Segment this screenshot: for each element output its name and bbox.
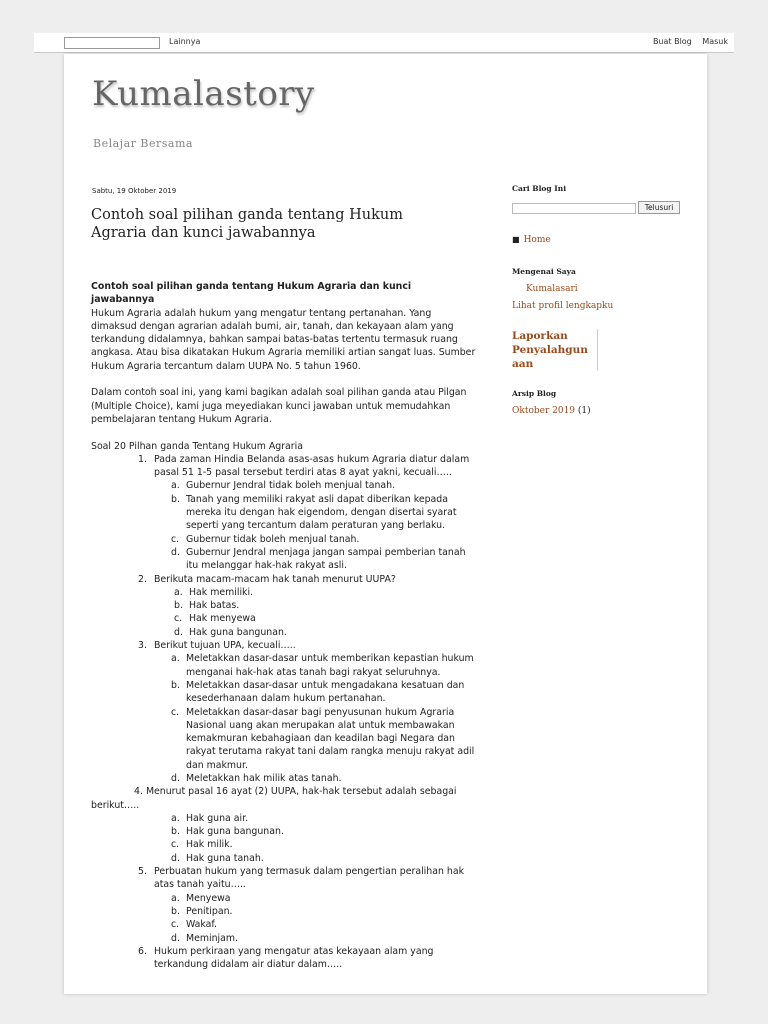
option-item [171, 679, 476, 706]
option-item [174, 626, 476, 639]
option-letter: d. [171, 772, 180, 784]
question-number: 4. [134, 786, 143, 798]
question-number: 5. [138, 866, 147, 878]
archive-month-item [512, 406, 692, 416]
author-name-link[interactable]: Kumalasari [526, 284, 578, 294]
question-item [91, 573, 476, 639]
archive-widget [512, 389, 692, 416]
option-letter: a. [174, 586, 183, 598]
option-item [171, 905, 476, 918]
option-letter: d. [171, 546, 180, 558]
option-text: Hak guna bangunan. [189, 626, 287, 638]
option-item [171, 812, 476, 825]
option-item [171, 533, 476, 546]
option-item [171, 706, 476, 772]
search-button[interactable]: Telusuri [638, 201, 680, 214]
question-list-heading: Soal 20 Pilhan ganda Tentang Hukum Agraria [91, 440, 303, 452]
about-widget [512, 267, 692, 311]
report-abuse-link[interactable]: Laporkan Penyalahgun aan [512, 329, 598, 371]
option-item [171, 546, 476, 573]
option-letter: a. [171, 480, 180, 492]
post-date: Sabtu, 19 Oktober 2019 [92, 187, 177, 195]
option-text: Gubernur Jendral tidak boleh menjual tanah. [186, 480, 396, 492]
option-text: Hak guna air. [186, 812, 249, 824]
option-text: Meletakkan dasar-dasar untuk memberikan kepastian hukum menganai hak-hak atas tanah bagi rakyat seluruhnya. [186, 653, 474, 678]
option-item [171, 652, 476, 679]
option-letter: c. [174, 613, 183, 625]
post-paragraph-2: Dalam contoh soal ini, yang kami bagikan adalah soal pilihan ganda atau Pilgan (Multiple Choice), kami juga meyediakan kunci jawaban untuk memudahkan pembelajaran tentang Hukum Agraria. [91, 387, 467, 425]
option-text: Penitipan. [186, 905, 233, 917]
option-letter: b. [174, 600, 183, 612]
navbar-right-links [645, 37, 728, 46]
sign-in-link[interactable]: Masuk [702, 37, 728, 46]
top-navbar [34, 33, 734, 53]
archive-widget-title: Arsip Blog [512, 389, 557, 398]
question-item [91, 639, 476, 785]
option-item [171, 852, 476, 865]
bullet-icon: ■ [512, 235, 520, 244]
option-letter: c. [171, 706, 180, 718]
blog-page [64, 54, 707, 994]
option-text: Tanah yang memiliki rakyat asli dapat diberikan kepada mereka itu dengan hak eigendom, dengan disertai syarat seperti yang tercantum dalam peraturan yang berlaku. [186, 493, 457, 532]
archive-count: (1) [577, 406, 591, 416]
option-text: Menyewa [186, 892, 231, 904]
option-list [171, 812, 476, 865]
question-number: 2. [138, 573, 147, 585]
option-letter: c. [171, 839, 180, 851]
option-text: Hak guna bangunan. [186, 826, 284, 838]
option-list [174, 586, 476, 639]
option-text: Hak milik. [186, 839, 233, 851]
blog-description: Belajar Bersama [93, 137, 193, 150]
option-item [174, 586, 476, 599]
sidebar [512, 184, 692, 416]
question-number: 3. [138, 640, 147, 652]
question-text: Perbuatan hukum yang termasuk dalam pengertian peralihan hak atas tanah yaitu….. [154, 866, 465, 891]
option-item [171, 493, 476, 533]
question-item [91, 945, 476, 972]
option-letter: a. [171, 653, 180, 665]
option-text: Hak batas. [189, 600, 240, 612]
question-text: Hukum perkiraan yang mengatur atas kekayaan alam yang terkandung didalam air diatur dalam….. [154, 945, 434, 971]
post-body [91, 280, 476, 971]
navbar-more-link[interactable]: Lainnya [169, 37, 201, 46]
option-letter: a. [171, 892, 180, 904]
option-text: Gubernur Jendral menjaga jangan sampai pemberian tanah itu melanggar hak-hak rakyat asli. [186, 546, 466, 572]
blog-search-input[interactable] [512, 203, 636, 214]
question-item [91, 453, 476, 573]
option-letter: b. [171, 905, 180, 917]
question-text: Pada zaman Hindia Belanda asas-asas hukum Agraria diatur dalam pasal 51 1-5 pasal tersebut terdiri atas 8 ayat yakni, kecuali….. [154, 453, 470, 479]
option-letter: d. [171, 932, 180, 944]
option-text: Meminjam. [186, 932, 238, 944]
question-line [91, 785, 476, 798]
question-number: 1. [138, 453, 147, 465]
question-text-continued: berikut….. [91, 799, 140, 811]
option-letter: b. [171, 493, 180, 505]
question-text: Berikuta macam-macam hak tanah menurut UUPA? [154, 573, 396, 585]
option-item [171, 825, 476, 838]
option-text: Hak memiliki. [189, 586, 254, 598]
option-item [171, 772, 476, 785]
option-letter: b. [171, 679, 180, 691]
question-list [91, 453, 476, 972]
option-letter: d. [174, 626, 183, 638]
option-list [171, 479, 476, 572]
option-text: Hak menyewa [189, 613, 256, 625]
post-lead: Contoh soal pilihan ganda tentang Hukum Agraria dan kunci jawabannya [91, 281, 412, 306]
option-letter: c. [171, 533, 180, 545]
option-text: Wakaf. [186, 919, 218, 931]
blog-title[interactable]: Kumalastory [92, 74, 315, 114]
option-text: Hak guna tanah. [186, 852, 264, 864]
navbar-search-input[interactable] [64, 37, 160, 49]
home-link[interactable]: Home [523, 235, 551, 245]
option-item [171, 479, 476, 492]
option-letter: b. [171, 826, 180, 838]
question-text: Berikut tujuan UPA, kecuali….. [154, 640, 296, 652]
pages-widget [512, 235, 692, 245]
option-list [171, 652, 476, 785]
blog-search-row [512, 201, 692, 215]
option-item [174, 612, 476, 625]
option-item [171, 892, 476, 905]
option-text: Gubernur tidak boleh menjual tanah. [186, 533, 360, 545]
create-blog-link[interactable]: Buat Blog [652, 37, 692, 46]
question-number: 6. [138, 945, 147, 957]
option-item [171, 918, 476, 931]
option-letter: d. [171, 852, 180, 864]
option-text: Meletakkan hak milik atas tanah. [186, 772, 342, 784]
view-profile-link[interactable]: Lihat profil lengkapku [512, 301, 614, 311]
option-letter: c. [171, 919, 180, 931]
about-widget-title: Mengenai Saya [512, 267, 576, 276]
option-letter: a. [171, 812, 180, 824]
post-title[interactable]: Contoh soal pilihan ganda tentang Hukum Agraria dan kunci jawabannya [91, 207, 403, 241]
question-item [91, 865, 476, 945]
option-text: Meletakkan dasar-dasar untuk mengadakana kesatuan dan kesederhanaan dalam hukum pertanahan. [186, 679, 465, 705]
archive-month-link[interactable]: Oktober 2019 [512, 406, 576, 416]
option-item [171, 838, 476, 851]
option-item [171, 932, 476, 945]
question-text: Menurut pasal 16 ayat (2) UUPA, hak-hak tersebut adalah sebagai [145, 786, 457, 798]
post-intro: Hukum Agraria adalah hukum yang mengatur tentang pertanahan. Yang dimaksud dengan agrarian adalah bumi, air, tanah, dan kekayaan alam yang terkandung didalamnya, bahkan sampai batas-batas tertentu termasuk ruang angkasa. Atau bisa dikatakan Hukum Agraria memiliki artian sangat luas. Sumber Hukum Agraria tercantum dalam UUPA No. 5 tahun 1960. [91, 307, 476, 372]
question-item [91, 785, 476, 865]
option-list [171, 892, 476, 945]
option-item [174, 599, 476, 612]
search-widget-title: Cari Blog Ini [512, 184, 567, 193]
option-text: Meletakkan dasar-dasar bagi penyusunan hukum Agraria Nasional uang akan merupakan alat untuk membawakan kemakmuran kebahagiaan dan keadilan bagi Negara dan rakyat terutama rakyat tani dalam rangka menuju rakyat adil dan makmur. [186, 706, 475, 771]
